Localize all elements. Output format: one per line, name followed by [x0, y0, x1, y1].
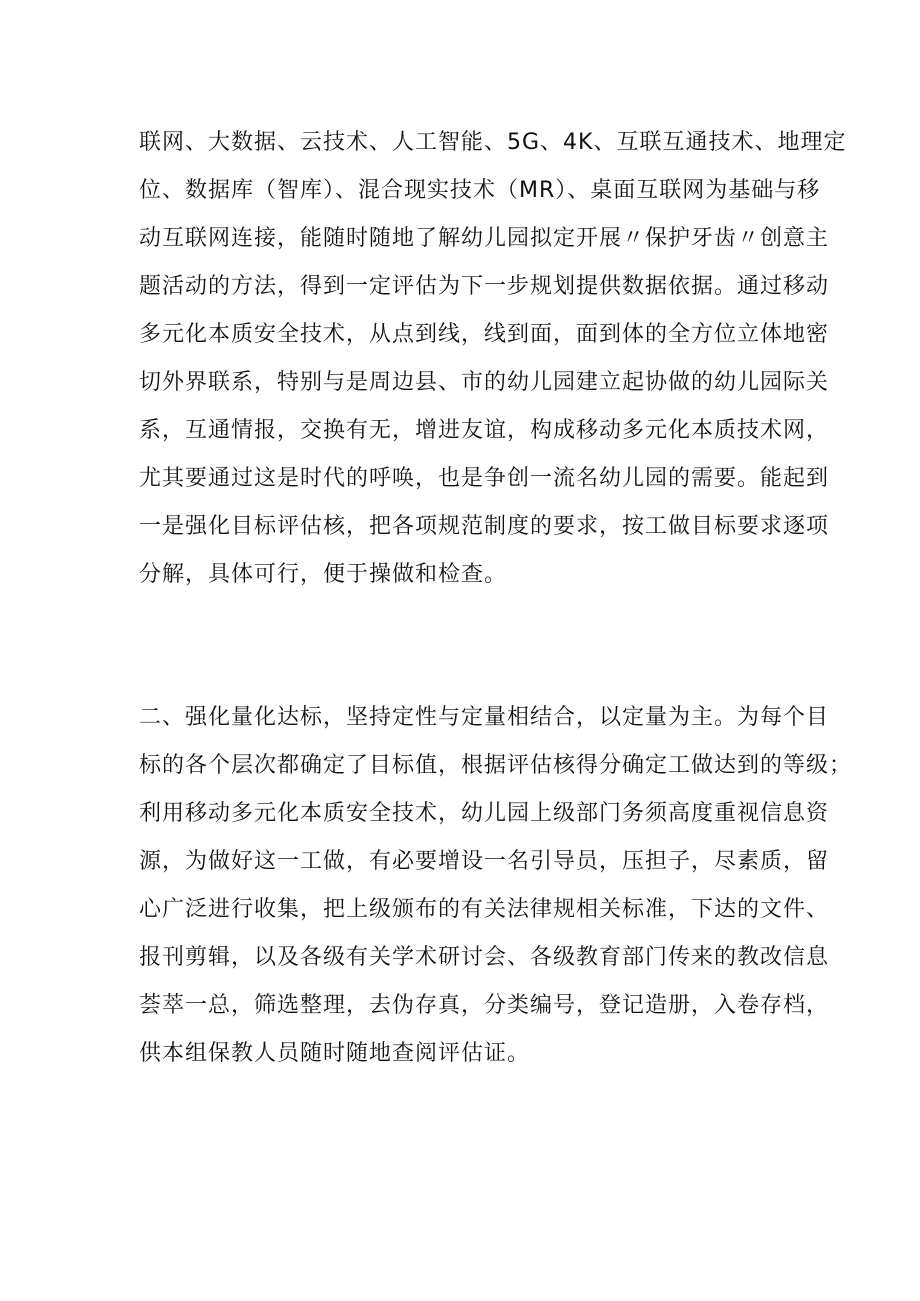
- text-line: 利用移动多元化本质安全技术，幼儿园上级部门务须高度重视信息资: [139, 801, 830, 826]
- text-line: 一是强化目标评估核，把各项规范制度的要求，按工做目标要求逐项: [139, 514, 830, 539]
- text-line: 动互联网连接，能随时随地了解幼儿园拟定开展〃保护牙齿〃创意主: [139, 226, 830, 251]
- text-line: 系，互通情报，交换有无，增进友谊，构成移动多元化本质技术网，: [139, 418, 830, 443]
- text-line: 供本组保教人员随时随地查阅评估证。: [139, 1041, 531, 1066]
- text-line: 心广泛进行收集，把上级颁布的有关法律规相关标准，下达的文件、: [139, 897, 830, 922]
- text-line: 荟萃一总，筛选整理，去伪存真，分类编号，登记造册，入卷存档，: [139, 993, 830, 1018]
- text-line: 联网、大数据、云技术、人工智能、5G、4K、互联互通技术、地理定: [139, 130, 847, 155]
- text-line: 多元化本质安全技术，从点到线，线到面，面到体的全方位立体地密: [139, 322, 830, 347]
- text-line: 尤其要通过这是时代的呼唤，也是争创一流名幼儿园的需要。能起到: [139, 466, 830, 491]
- text-line: 切外界联系，特别与是周边县、市的幼儿园建立起协做的幼儿园际关: [139, 370, 830, 395]
- text-line: 标的各个层次都确定了目标值，根据评估核得分确定工做达到的等级；: [139, 753, 853, 778]
- text-line: 源，为做好这一工做，有必要增设一名引导员，压担子，尽素质，留: [139, 849, 830, 874]
- text-line: 报刊剪辑，以及各级有关学术研讨会、各级教育部门传来的教改信息: [139, 945, 830, 970]
- text-line: 分解，具体可行，便于操做和检查。: [139, 562, 508, 587]
- text-line: 题活动的方法，得到一定评估为下一步规划提供数据依据。通过移动: [139, 274, 830, 299]
- text-line: 二、强化量化达标，坚持定性与定量相结合，以定量为主。为每个目: [139, 705, 830, 730]
- text-line: 位、数据库（智库）、混合现实技术（MR）、桌面互联网为基础与移: [139, 178, 821, 203]
